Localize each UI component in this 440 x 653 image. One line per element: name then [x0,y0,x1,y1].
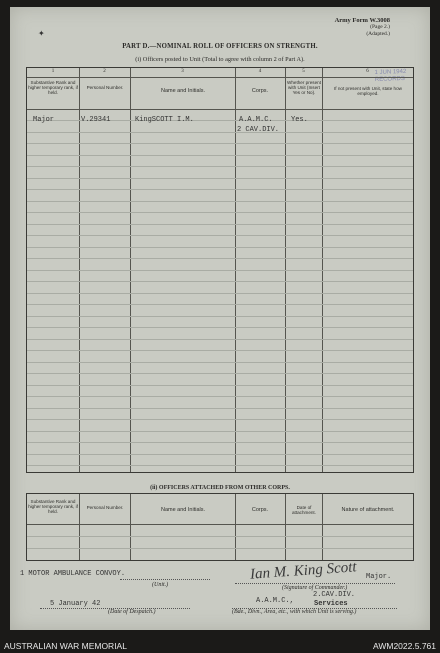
ruled-line [27,178,413,179]
archive-name: AUSTRALIAN WAR MEMORIAL [4,641,127,651]
formation-corps: A.A.M.C., [256,597,294,605]
entry-present: Yes. [291,116,308,124]
ruled-line [27,304,413,305]
stamp-date: 1 JUN 1942 [374,68,407,77]
header-name: Name and Initials. [160,507,206,513]
ruled-line [27,396,413,397]
entry-corps: A.A.M.C. [239,116,273,124]
part-title: PART D.—NOMINAL ROLL OF OFFICERS ON STRENGTH. [122,43,318,50]
ruled-line [27,224,413,225]
col-number: 4 [258,69,262,74]
formation-division: 2.CAV.DIV. [313,591,356,599]
ruled-line [27,143,413,144]
header-corps: Corps. [251,507,269,513]
form-page: (Page 2.) [370,24,390,30]
ruled-line [27,465,413,466]
ruled-line [27,281,413,282]
header-personal-number: Personal Number. [86,505,124,510]
col-number: 2 [103,69,106,74]
ruled-line [27,132,413,133]
ruled-line [27,385,413,386]
ruled-line [27,362,413,363]
header-corps: Corps. [251,88,269,94]
ruled-line [27,293,413,294]
signature-label: (Signature of Commander.) [282,585,348,591]
ruled-line [27,350,413,351]
date-label: (Date of Despatch.) [108,609,156,615]
ruled-line [27,316,413,317]
archive-reference: AWM2022.5.761 [373,641,436,651]
form-sheet [10,7,430,630]
col-number: 5 [302,69,305,74]
header-rank: Substantive Rank and higher temporary rank, if held. [28,80,78,96]
ruled-line [27,258,413,259]
form-status: (Adapted.) [366,31,390,37]
col-number: 1 [51,69,55,74]
ruled-line [27,189,413,190]
section1-title: (i) Officers posted to Unit (Total to agree with column 2 of Part A). [135,56,305,63]
header-rank: Substantive Rank and higher temporary rank, if held. [28,499,78,515]
entry-formation: 2 CAV.DIV. [237,126,280,134]
header-nature-attachment: Nature of attachment. [341,507,395,513]
entry-name: KingSCOTT I.M. [135,116,194,124]
ruled-line [27,442,413,443]
entry-number: V.29341 [81,116,111,124]
ruled-line [27,201,413,202]
attached-officers-table [26,493,414,561]
archive-caption-bar [0,637,440,653]
col-number: 3 [181,69,184,74]
formation-label: (Bde., Divn., Area, etc., with which Unit is serving.) [232,609,357,615]
commander-signature: Ian M. King Scott [249,559,358,583]
ruled-line [27,327,413,328]
ruled-line [27,166,413,167]
date-value: 5 January 42 [50,600,101,608]
ruled-line [27,431,413,432]
form-header [335,17,390,38]
ruled-line [27,408,413,409]
header-date-attachment: Date of attachment. [291,505,316,516]
ruled-line [27,155,413,156]
entry-rank: Major [33,116,55,124]
ruled-line [27,270,413,271]
ruled-line [27,212,413,213]
unit-label: (Unit.) [152,582,169,588]
rank-value: Major. [366,573,392,581]
ruled-line [27,419,413,420]
stamp-records: RECORDS [374,75,405,84]
header-name: Name and Initials. [160,88,206,94]
ruled-line [27,454,413,455]
unit-value: 1 MOTOR AMBULANCE CONVOY. [20,570,126,578]
ruled-line [27,247,413,248]
ruled-line [27,339,413,340]
section2-title: (ii) OFFICERS ATTACHED FROM OTHER CORPS. [150,485,290,491]
ruled-line [27,235,413,236]
header-personal-number: Personal Number. [86,85,124,90]
ruled-line [27,373,413,374]
pin-mark: ✦ [38,29,45,38]
officers-table [26,67,414,473]
col-number: 6 [366,69,369,74]
header-present: Whether present with Unit (Insert Yes or No). [287,80,321,96]
formation-services: Services [314,600,348,608]
header-employment: If not present with Unit, state how employed. [334,86,402,97]
form-title: Army Form W.3008 [334,17,390,24]
